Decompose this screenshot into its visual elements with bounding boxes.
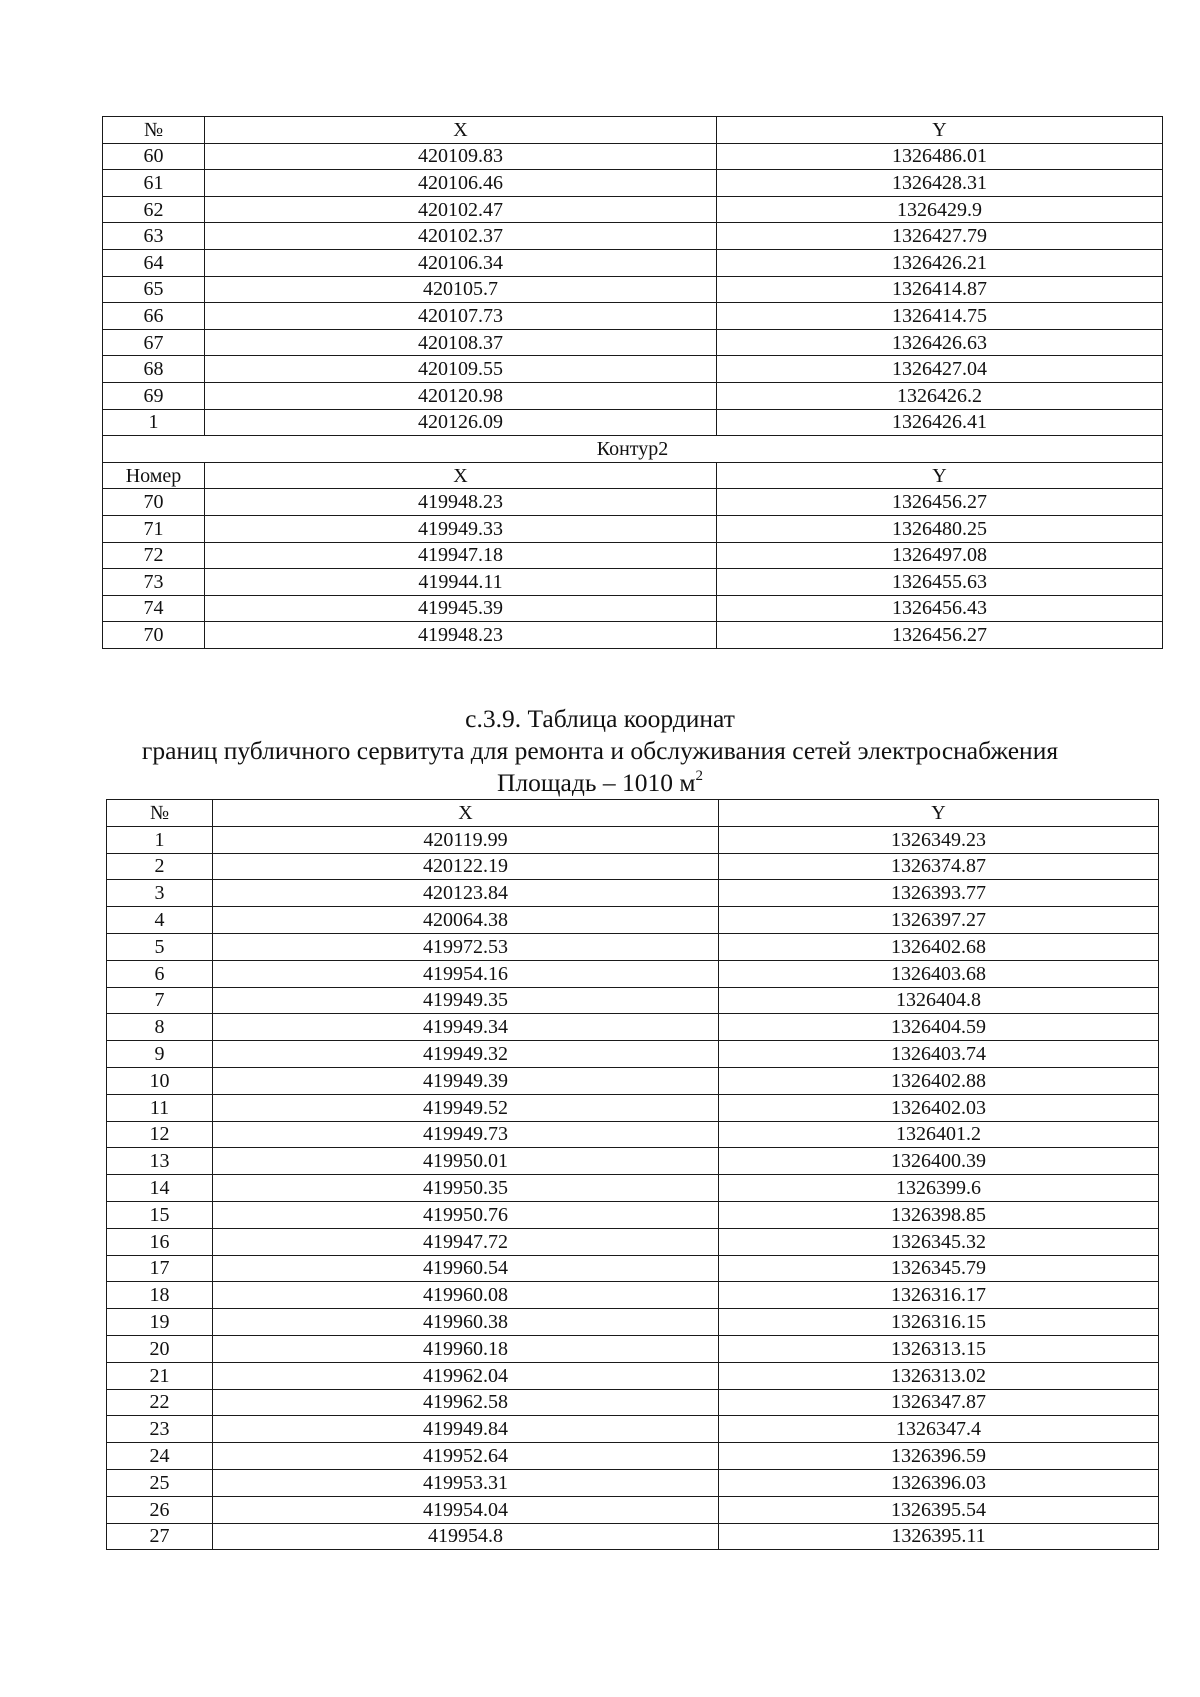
x-coordinate-cell: 419949.84 (213, 1416, 719, 1443)
x-coordinate-cell: 419960.18 (213, 1335, 719, 1362)
table-row (103, 170, 1163, 197)
table-row (103, 382, 1163, 409)
x-coordinate-cell: 419962.04 (213, 1362, 719, 1389)
y-coordinate-cell: 1326404.8 (719, 987, 1159, 1014)
point-number-cell: 24 (107, 1443, 213, 1470)
x-coordinate-cell: 419947.18 (205, 542, 717, 569)
y-coordinate-cell: 1326399.6 (719, 1175, 1159, 1202)
point-number-cell: 26 (107, 1496, 213, 1523)
x-coordinate-cell: 420102.47 (205, 196, 717, 223)
table-row (103, 249, 1163, 276)
point-number-cell: 18 (107, 1282, 213, 1309)
table-row (107, 1523, 1159, 1550)
point-number-cell: 71 (103, 515, 205, 542)
table-row (107, 933, 1159, 960)
y-coordinate-cell: 1326486.01 (717, 143, 1163, 170)
table-row (107, 1014, 1159, 1041)
table-row (107, 960, 1159, 987)
table-row (103, 329, 1163, 356)
point-number-cell: 63 (103, 223, 205, 250)
table-row (103, 196, 1163, 223)
table-row (107, 1416, 1159, 1443)
point-number-cell: 73 (103, 569, 205, 596)
header-y: Y (717, 117, 1163, 144)
table-row (107, 907, 1159, 934)
y-coordinate-cell: 1326313.02 (719, 1362, 1159, 1389)
y-coordinate-cell: 1326347.87 (719, 1389, 1159, 1416)
x-coordinate-cell: 420109.83 (205, 143, 717, 170)
y-coordinate-cell: 1326313.15 (719, 1335, 1159, 1362)
header-x: X (213, 800, 719, 827)
table-row (103, 515, 1163, 542)
table-row (103, 303, 1163, 330)
point-number-cell: 15 (107, 1201, 213, 1228)
area-caption-text: Площадь – 1010 м (497, 768, 696, 797)
point-number-cell: 61 (103, 170, 205, 197)
point-number-cell: 8 (107, 1014, 213, 1041)
table-row (107, 1067, 1159, 1094)
y-coordinate-cell: 1326455.63 (717, 569, 1163, 596)
contour-section-row (103, 436, 1163, 463)
y-coordinate-cell: 1326345.32 (719, 1228, 1159, 1255)
table-row (103, 409, 1163, 436)
x-coordinate-cell: 419954.04 (213, 1496, 719, 1523)
point-number-cell: 4 (107, 907, 213, 934)
table-row (103, 569, 1163, 596)
point-number-cell: 64 (103, 249, 205, 276)
x-coordinate-cell: 420064.38 (213, 907, 719, 934)
y-coordinate-cell: 1326456.27 (717, 489, 1163, 516)
table1-header-row (103, 117, 1163, 144)
x-coordinate-cell: 419954.8 (213, 1523, 719, 1550)
table-row (107, 1282, 1159, 1309)
x-coordinate-cell: 419944.11 (205, 569, 717, 596)
table-caption-number: с.3.9. Таблица координат (465, 704, 735, 733)
point-number-cell: 22 (107, 1389, 213, 1416)
area-unit-superscript: 2 (695, 768, 703, 784)
area-caption (0, 770, 1200, 796)
x-coordinate-cell: 420105.7 (205, 276, 717, 303)
point-number-cell: 1 (103, 409, 205, 436)
x-coordinate-cell: 420102.37 (205, 223, 717, 250)
y-coordinate-cell: 1326404.59 (719, 1014, 1159, 1041)
point-number-cell: 65 (103, 276, 205, 303)
coordinates-table-contour (102, 116, 1163, 649)
x-coordinate-cell: 420108.37 (205, 329, 717, 356)
x-coordinate-cell: 420106.34 (205, 249, 717, 276)
y-coordinate-cell: 1326398.85 (719, 1201, 1159, 1228)
contour2-header-row (103, 462, 1163, 489)
x-coordinate-cell: 419949.34 (213, 1014, 719, 1041)
x-coordinate-cell: 420122.19 (213, 853, 719, 880)
y-coordinate-cell: 1326427.04 (717, 356, 1163, 383)
y-coordinate-cell: 1326427.79 (717, 223, 1163, 250)
x-coordinate-cell: 419949.33 (205, 515, 717, 542)
point-number-cell: 14 (107, 1175, 213, 1202)
point-number-cell: 11 (107, 1094, 213, 1121)
table-row (103, 542, 1163, 569)
y-coordinate-cell: 1326429.9 (717, 196, 1163, 223)
y-coordinate-cell: 1326395.11 (719, 1523, 1159, 1550)
point-number-cell: 7 (107, 987, 213, 1014)
point-number-cell: 13 (107, 1148, 213, 1175)
point-number-cell: 23 (107, 1416, 213, 1443)
x-coordinate-cell: 419949.39 (213, 1067, 719, 1094)
table-row (107, 880, 1159, 907)
header-number: № (107, 800, 213, 827)
header-number: № (103, 117, 205, 144)
point-number-cell: 3 (107, 880, 213, 907)
y-coordinate-cell: 1326401.2 (719, 1121, 1159, 1148)
table-row (107, 1175, 1159, 1202)
x-coordinate-cell: 419947.72 (213, 1228, 719, 1255)
point-number-cell: 60 (103, 143, 205, 170)
x-coordinate-cell: 419952.64 (213, 1443, 719, 1470)
y-coordinate-cell: 1326393.77 (719, 880, 1159, 907)
table-row (103, 356, 1163, 383)
point-number-cell: 17 (107, 1255, 213, 1282)
y-coordinate-cell: 1326400.39 (719, 1148, 1159, 1175)
table-row (103, 276, 1163, 303)
y-coordinate-cell: 1326414.75 (717, 303, 1163, 330)
x-coordinate-cell: 420107.73 (205, 303, 717, 330)
table-row (107, 1362, 1159, 1389)
table-row (107, 1121, 1159, 1148)
y-coordinate-cell: 1326316.15 (719, 1309, 1159, 1336)
y-coordinate-cell: 1326426.2 (717, 382, 1163, 409)
table-row (103, 489, 1163, 516)
y-coordinate-cell: 1326456.27 (717, 622, 1163, 649)
table2-body (107, 800, 1159, 1550)
table-row (107, 1335, 1159, 1362)
x-coordinate-cell: 419960.38 (213, 1309, 719, 1336)
table-row (107, 1469, 1159, 1496)
y-coordinate-cell: 1326395.54 (719, 1496, 1159, 1523)
point-number-cell: 62 (103, 196, 205, 223)
x-coordinate-cell: 420120.98 (205, 382, 717, 409)
header-x: X (205, 462, 717, 489)
table2-header-row (107, 800, 1159, 827)
x-coordinate-cell: 419949.32 (213, 1041, 719, 1068)
point-number-cell: 25 (107, 1469, 213, 1496)
header-number: Номер (103, 462, 205, 489)
header-y: Y (719, 800, 1159, 827)
point-number-cell: 74 (103, 595, 205, 622)
y-coordinate-cell: 1326345.79 (719, 1255, 1159, 1282)
point-number-cell: 19 (107, 1309, 213, 1336)
x-coordinate-cell: 419948.23 (205, 489, 717, 516)
point-number-cell: 16 (107, 1228, 213, 1255)
y-coordinate-cell: 1326347.4 (719, 1416, 1159, 1443)
table-row (107, 1228, 1159, 1255)
y-coordinate-cell: 1326426.21 (717, 249, 1163, 276)
x-coordinate-cell: 419954.16 (213, 960, 719, 987)
y-coordinate-cell: 1326480.25 (717, 515, 1163, 542)
table-row (107, 826, 1159, 853)
x-coordinate-cell: 419950.76 (213, 1201, 719, 1228)
x-coordinate-cell: 420106.46 (205, 170, 717, 197)
x-coordinate-cell: 420109.55 (205, 356, 717, 383)
point-number-cell: 6 (107, 960, 213, 987)
point-number-cell: 9 (107, 1041, 213, 1068)
y-coordinate-cell: 1326426.41 (717, 409, 1163, 436)
x-coordinate-cell: 419950.01 (213, 1148, 719, 1175)
table-caption-title: границ публичного сервитута для ремонта и обслуживания сетей электроснабжения (141, 736, 1059, 765)
x-coordinate-cell: 419949.73 (213, 1121, 719, 1148)
x-coordinate-cell: 419953.31 (213, 1469, 719, 1496)
y-coordinate-cell: 1326396.03 (719, 1469, 1159, 1496)
table-row (107, 1309, 1159, 1336)
point-number-cell: 70 (103, 622, 205, 649)
point-number-cell: 5 (107, 933, 213, 960)
table-row (107, 987, 1159, 1014)
table-row (107, 1094, 1159, 1121)
y-coordinate-cell: 1326396.59 (719, 1443, 1159, 1470)
header-x: X (205, 117, 717, 144)
header-y: Y (717, 462, 1163, 489)
x-coordinate-cell: 419960.08 (213, 1282, 719, 1309)
y-coordinate-cell: 1326402.88 (719, 1067, 1159, 1094)
point-number-cell: 2 (107, 853, 213, 880)
y-coordinate-cell: 1326497.08 (717, 542, 1163, 569)
table-row (103, 223, 1163, 250)
x-coordinate-cell: 419960.54 (213, 1255, 719, 1282)
table-row (107, 1201, 1159, 1228)
y-coordinate-cell: 1326316.17 (719, 1282, 1159, 1309)
x-coordinate-cell: 419962.58 (213, 1389, 719, 1416)
y-coordinate-cell: 1326403.68 (719, 960, 1159, 987)
point-number-cell: 68 (103, 356, 205, 383)
coordinates-table-servitude (106, 799, 1159, 1550)
y-coordinate-cell: 1326428.31 (717, 170, 1163, 197)
x-coordinate-cell: 419949.35 (213, 987, 719, 1014)
x-coordinate-cell: 419950.35 (213, 1175, 719, 1202)
x-coordinate-cell: 419972.53 (213, 933, 719, 960)
y-coordinate-cell: 1326414.87 (717, 276, 1163, 303)
point-number-cell: 72 (103, 542, 205, 569)
y-coordinate-cell: 1326402.68 (719, 933, 1159, 960)
table1-body (103, 117, 1163, 649)
y-coordinate-cell: 1326403.74 (719, 1041, 1159, 1068)
point-number-cell: 70 (103, 489, 205, 516)
y-coordinate-cell: 1326349.23 (719, 826, 1159, 853)
table-row (107, 1148, 1159, 1175)
y-coordinate-cell: 1326397.27 (719, 907, 1159, 934)
point-number-cell: 21 (107, 1362, 213, 1389)
x-coordinate-cell: 419948.23 (205, 622, 717, 649)
table-row (107, 853, 1159, 880)
point-number-cell: 69 (103, 382, 205, 409)
y-coordinate-cell: 1326426.63 (717, 329, 1163, 356)
point-number-cell: 66 (103, 303, 205, 330)
x-coordinate-cell: 420126.09 (205, 409, 717, 436)
point-number-cell: 67 (103, 329, 205, 356)
table-row (103, 595, 1163, 622)
table-row (107, 1041, 1159, 1068)
point-number-cell: 12 (107, 1121, 213, 1148)
point-number-cell: 1 (107, 826, 213, 853)
x-coordinate-cell: 419949.52 (213, 1094, 719, 1121)
x-coordinate-cell: 420123.84 (213, 880, 719, 907)
table-row (103, 622, 1163, 649)
point-number-cell: 27 (107, 1523, 213, 1550)
table-row (103, 143, 1163, 170)
table-row (107, 1496, 1159, 1523)
y-coordinate-cell: 1326374.87 (719, 853, 1159, 880)
y-coordinate-cell: 1326402.03 (719, 1094, 1159, 1121)
table-row (107, 1389, 1159, 1416)
x-coordinate-cell: 419945.39 (205, 595, 717, 622)
contour-label: Контур2 (103, 436, 1163, 463)
x-coordinate-cell: 420119.99 (213, 826, 719, 853)
table-row (107, 1443, 1159, 1470)
point-number-cell: 10 (107, 1067, 213, 1094)
y-coordinate-cell: 1326456.43 (717, 595, 1163, 622)
table-row (107, 1255, 1159, 1282)
point-number-cell: 20 (107, 1335, 213, 1362)
